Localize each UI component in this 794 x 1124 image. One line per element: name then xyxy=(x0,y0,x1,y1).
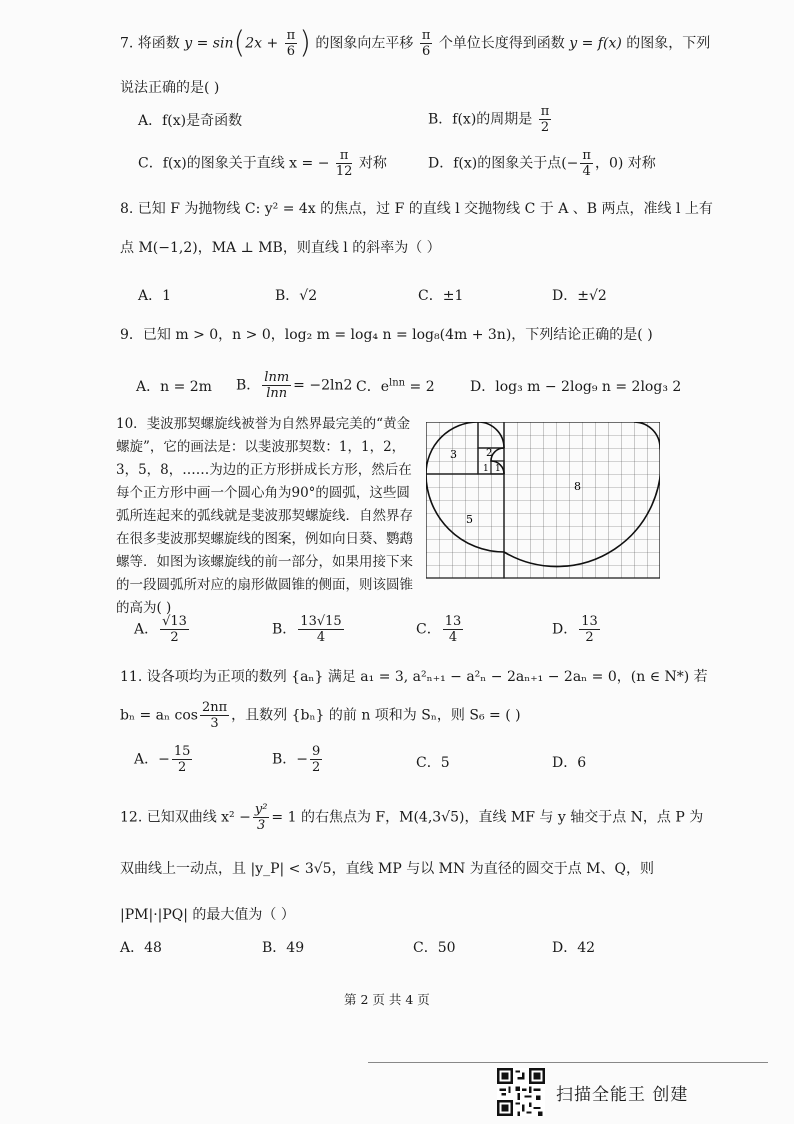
fig-label-5: 5 xyxy=(466,513,473,526)
q10-option-d xyxy=(552,614,602,645)
frac-den: 2 xyxy=(540,120,550,135)
q11-line2 xyxy=(120,700,521,731)
q7-option-b xyxy=(428,104,553,135)
q12-line3: |PM|·|PQ| 的最大值为（ ） xyxy=(120,907,295,923)
q9-option-c-end: = 2 xyxy=(409,379,435,395)
option-frac xyxy=(298,614,343,645)
fig-label-3: 3 xyxy=(450,448,457,461)
option-label: A．− xyxy=(134,751,170,768)
option-frac xyxy=(160,614,189,645)
frac-num: 15 xyxy=(173,744,191,759)
frac-den: 6 xyxy=(421,44,431,59)
q9-option-b xyxy=(236,370,352,401)
q10-option-c xyxy=(416,614,465,645)
option-label: B．− xyxy=(272,751,309,768)
q11-option-b xyxy=(272,744,324,775)
q9-option-b-end: = −2ln2 xyxy=(293,377,353,394)
option-frac xyxy=(310,744,322,775)
q9-option-c xyxy=(356,376,435,396)
frac-num: 9 xyxy=(312,744,321,759)
q12-line1-end: = 1 的右焦点为 F，M(4,3√5)，直线 MF 与 y 轴交于点 N，点 P 为 xyxy=(271,809,704,826)
frac-den: 2 xyxy=(585,630,594,645)
frac-den: 2 xyxy=(170,630,179,645)
q11-option-c: C．5 xyxy=(416,755,450,771)
q7-stem-text4: 的图象，下列 xyxy=(626,35,711,52)
q9-option-c-label: C．e xyxy=(356,379,389,395)
q12-option-d: D．42 xyxy=(552,940,596,956)
option-label: D． xyxy=(552,621,578,638)
option-label: B． xyxy=(272,621,297,638)
frac-den: 2 xyxy=(312,760,321,775)
q12-option-b: B．49 xyxy=(262,940,305,956)
q11-option-d: D．6 xyxy=(552,755,587,771)
q10-option-a xyxy=(134,614,191,645)
frac-den: 6 xyxy=(286,44,296,59)
q12-option-c: C．50 xyxy=(413,940,456,956)
q12-line1 xyxy=(120,802,703,833)
frac-num: π xyxy=(582,148,591,163)
q12-frac-y2 xyxy=(253,802,270,833)
frac-den: 4 xyxy=(582,164,591,179)
q11-option-a xyxy=(134,744,194,775)
qr-code-icon xyxy=(497,1068,545,1116)
q7-stem-text2: 的图象向左平移 xyxy=(315,35,414,52)
scanner-watermark: 扫描全能王 创建 xyxy=(556,1085,689,1105)
frac-num: π xyxy=(421,28,431,43)
q7-func: y = sin xyxy=(184,35,234,52)
q7-option-a: A．f(x)是奇函数 xyxy=(138,113,243,129)
q9-frac-ln xyxy=(262,370,291,401)
fibonacci-figure xyxy=(426,422,660,584)
frac-den: 4 xyxy=(316,630,326,645)
q7-frac-pi2 xyxy=(539,104,552,135)
q7-stem-text3: 个单位长度得到函数 xyxy=(438,35,565,52)
q9-option-b-label: B． xyxy=(236,377,261,394)
q7-frac-shift xyxy=(420,28,433,59)
q7-frac-pi4 xyxy=(580,148,593,179)
q7-option-b-text: B．f(x)的周期是 xyxy=(428,111,533,128)
q8-option-b: B．√2 xyxy=(275,288,318,304)
frac-den: 4 xyxy=(448,630,458,645)
frac-den: 2 xyxy=(177,760,187,775)
q8-option-c: C．±1 xyxy=(418,288,464,304)
q7-option-d-text: D．f(x)的图象关于点(− xyxy=(428,155,579,172)
q12-option-a: A．48 xyxy=(120,940,162,956)
q9-line1: 9．已知 m > 0，n > 0，log₂ m = log₄ n = log₈(4m + 3n)，下列结论正确的是( ) xyxy=(120,327,653,343)
frac-num: 13√15 xyxy=(300,614,342,629)
frac-num: π xyxy=(336,148,353,164)
q8-line2: 点 M(−1,2)，MA ⊥ MB，则直线 l 的斜率为（ ） xyxy=(120,240,441,256)
fig-label-8: 8 xyxy=(574,480,581,493)
q7-line2: 说法正确的是( ) xyxy=(120,80,220,96)
q9-option-d: D．log₃ m − 2log₉ n = 2log₃ 2 xyxy=(470,379,682,395)
q7-option-c-end: 对称 xyxy=(358,155,387,172)
frac-num: 13 xyxy=(444,614,462,629)
option-frac xyxy=(443,614,464,645)
option-frac xyxy=(579,614,600,645)
frac-num: lnm xyxy=(264,370,290,385)
option-label: A． xyxy=(134,621,159,638)
q11-frac-cos xyxy=(200,700,229,731)
q7-option-c xyxy=(138,148,387,179)
q11-line1: 11. 设各项均为正项的数列 {aₙ} 满足 a₁ = 3, a²ₙ₊₁ − a²ₙ − 2aₙ₊₁ − 2aₙ = 0，(n ∈ N*) 若 xyxy=(120,669,708,685)
q7-option-c-text: C．f(x)的图象关于直线 x = − xyxy=(138,155,330,172)
frac-num: y² xyxy=(254,802,268,817)
footer-divider xyxy=(368,1062,768,1063)
q11-line2-end: ，且数列 {bₙ} 的前 n 项和为 Sₙ，则 S₆ = ( ) xyxy=(231,707,521,724)
frac-den: 3 xyxy=(210,716,219,731)
frac-den: lnn xyxy=(266,386,288,401)
frac-den: 3 xyxy=(257,818,266,833)
q12-line1-pre: 12. 已知双曲线 x² − xyxy=(120,809,251,826)
frac-num: π xyxy=(540,104,550,119)
q7-fx: y = f(x) xyxy=(569,35,622,52)
q11-line2-pre: bₙ = aₙ cos xyxy=(120,707,198,724)
q10-text: 10．斐波那契螺旋线被誉为自然界最完美的“黄金螺旋”，它的画法是：以斐波那契数：1，1，2，3，5，8，……为边的正方形拼成长方形，然后在每个正方形中画一个圆心角为90°的圆弧，这些圆弧所连起来的弧线就是斐波那契螺旋线．自然界存在很多斐波那契螺旋线的图案，例如向日葵、鹦鹉螺等．如图为该螺旋线的前一部分，如果用接下来的一段圆弧所对应的扇形做圆锥的侧面，则该圆锥的高为( ) xyxy=(116,416,413,616)
option-label: C． xyxy=(416,621,441,638)
fig-label-1a: 1 xyxy=(483,464,489,474)
q8-option-d: D．±√2 xyxy=(552,288,607,304)
q7-frac-pi12 xyxy=(336,148,353,179)
q9-exponent: lnn xyxy=(389,377,406,389)
q7-stem: 7. 将函数 y = sin(2x + $\frac{\pi}{6}$ ) 的图象向左平移 $\frac{\pi}{6}$ 个单位长度得到函数 y = f(x) 的图象，下列 xyxy=(120,25,711,61)
q7-frac-pi6 xyxy=(285,28,298,59)
q8-line1: 8. 已知 F 为抛物线 C: y² = 4x 的焦点，过 F 的直线 l 交抛物线 C 于 A 、B 两点，准线 l 上有 xyxy=(120,201,713,217)
q7-option-d-end: ，0) 对称 xyxy=(594,155,656,172)
q7-stem-text: 7. 将函数 xyxy=(120,35,180,52)
option-frac xyxy=(172,744,193,775)
page-number: 第 2 页 共 4 页 xyxy=(344,992,430,1007)
fig-label-1b: 1 xyxy=(495,464,501,474)
q12-line2: 双曲线上一动点，且 |y_P| < 3√5，直线 MP 与以 MN 为直径的圆交于点 M、Q，则 xyxy=(120,861,654,877)
frac-num: √13 xyxy=(162,614,187,629)
fig-label-2: 2 xyxy=(486,448,493,459)
frac-den: 12 xyxy=(335,164,353,179)
q7-arg: 2x + xyxy=(245,35,279,52)
q10-option-b xyxy=(272,614,346,645)
frac-num: π xyxy=(286,28,296,43)
q8-option-a: A．1 xyxy=(138,288,172,304)
q9-option-a: A．n = 2m xyxy=(136,379,212,395)
frac-num: 2nπ xyxy=(201,700,228,715)
frac-num: 13 xyxy=(581,614,598,629)
q7-option-d xyxy=(428,148,656,179)
